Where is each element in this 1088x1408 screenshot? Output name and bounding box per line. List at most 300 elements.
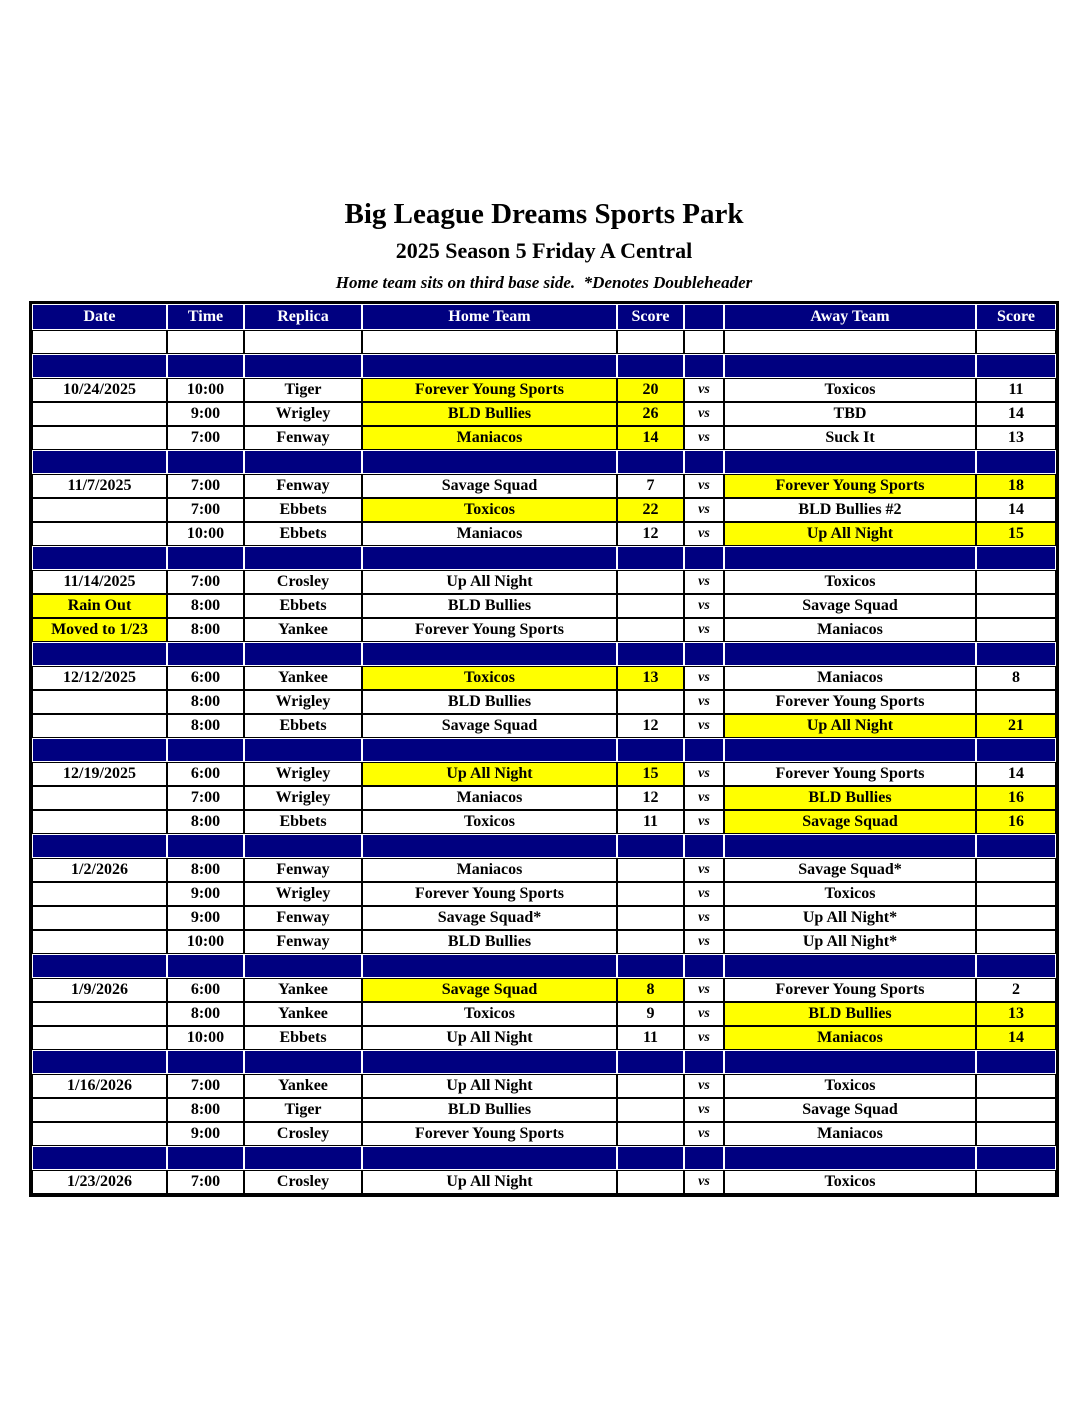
game-row: [32, 762, 1056, 786]
home-score-cell: 8: [617, 978, 684, 1002]
separator-cell: [167, 450, 244, 474]
away-score-cell: 14: [976, 498, 1056, 522]
col-header-replica: Replica: [244, 304, 362, 330]
separator-row: [32, 1146, 1056, 1170]
empty-cell: [32, 330, 167, 354]
away-score-cell: 21: [976, 714, 1056, 738]
home-team-cell: Up All Night: [362, 1170, 617, 1194]
home-team-cell: BLD Bullies: [362, 690, 617, 714]
home-score-cell: [617, 906, 684, 930]
replica-cell: Crosley: [244, 1170, 362, 1194]
away-team-cell: Maniacos: [724, 666, 976, 690]
date-cell: 10/24/2025: [32, 378, 167, 402]
home-team-note: Home team sits on third base side. *Denotes Doubleheader: [335, 272, 753, 292]
home-score-cell: 22: [617, 498, 684, 522]
time-cell: 9:00: [167, 906, 244, 930]
separator-cell: [684, 642, 724, 666]
separator-cell: [167, 354, 244, 378]
separator-cell: [244, 450, 362, 474]
separator-cell: [976, 738, 1056, 762]
vs-label: vs: [684, 474, 724, 498]
separator-cell: [724, 738, 976, 762]
away-team-cell: Forever Young Sports: [724, 978, 976, 1002]
game-row: [32, 1074, 1056, 1098]
separator-cell: [724, 546, 976, 570]
away-score-cell: 16: [976, 810, 1056, 834]
time-cell: 6:00: [167, 762, 244, 786]
separator-cell: [32, 642, 167, 666]
separator-cell: [167, 546, 244, 570]
game-row: [32, 618, 1056, 642]
game-row: [32, 810, 1056, 834]
separator-cell: [32, 450, 167, 474]
separator-cell: [167, 1050, 244, 1074]
date-cell: [32, 810, 167, 834]
date-cell: 1/16/2026: [32, 1074, 167, 1098]
separator-cell: [976, 954, 1056, 978]
replica-cell: Wrigley: [244, 762, 362, 786]
replica-cell: Yankee: [244, 1002, 362, 1026]
time-cell: 7:00: [167, 1170, 244, 1194]
replica-cell: Tiger: [244, 378, 362, 402]
replica-cell: Fenway: [244, 930, 362, 954]
separator-cell: [32, 738, 167, 762]
separator-cell: [617, 450, 684, 474]
separator-cell: [362, 738, 617, 762]
separator-cell: [362, 1146, 617, 1170]
separator-cell: [244, 354, 362, 378]
away-team-cell: Up All Night: [724, 714, 976, 738]
away-team-cell: Up All Night: [724, 522, 976, 546]
home-team-cell: Toxicos: [362, 1002, 617, 1026]
home-team-cell: Maniacos: [362, 522, 617, 546]
separator-cell: [684, 546, 724, 570]
separator-cell: [244, 546, 362, 570]
replica-cell: Ebbets: [244, 522, 362, 546]
home-team-cell: Savage Squad: [362, 474, 617, 498]
home-team-cell: Maniacos: [362, 426, 617, 450]
separator-cell: [684, 450, 724, 474]
home-team-cell: BLD Bullies: [362, 402, 617, 426]
game-row: [32, 1098, 1056, 1122]
vs-label: vs: [684, 930, 724, 954]
away-score-cell: 14: [976, 402, 1056, 426]
time-cell: 9:00: [167, 402, 244, 426]
date-cell: 11/14/2025: [32, 570, 167, 594]
game-row: [32, 1122, 1056, 1146]
replica-cell: Fenway: [244, 858, 362, 882]
home-score-cell: 20: [617, 378, 684, 402]
vs-label: vs: [684, 690, 724, 714]
home-score-cell: 13: [617, 666, 684, 690]
away-score-cell: 14: [976, 762, 1056, 786]
time-cell: 8:00: [167, 858, 244, 882]
game-row: [32, 570, 1056, 594]
away-score-cell: 15: [976, 522, 1056, 546]
home-score-cell: 11: [617, 1026, 684, 1050]
away-team-cell: Suck It: [724, 426, 976, 450]
date-cell: [32, 402, 167, 426]
time-cell: 7:00: [167, 426, 244, 450]
replica-cell: Ebbets: [244, 810, 362, 834]
header-row: [32, 304, 1056, 330]
date-cell: [32, 522, 167, 546]
away-score-cell: [976, 1074, 1056, 1098]
date-cell: Moved to 1/23: [32, 618, 167, 642]
separator-cell: [167, 834, 244, 858]
separator-cell: [617, 954, 684, 978]
away-score-cell: [976, 618, 1056, 642]
home-team-cell: Savage Squad*: [362, 906, 617, 930]
home-team-cell: Up All Night: [362, 762, 617, 786]
date-cell: 12/19/2025: [32, 762, 167, 786]
separator-cell: [362, 834, 617, 858]
separator-cell: [32, 834, 167, 858]
game-row: [32, 426, 1056, 450]
vs-label: vs: [684, 978, 724, 1002]
home-team-cell: Maniacos: [362, 858, 617, 882]
empty-cell: [244, 330, 362, 354]
home-score-cell: [617, 930, 684, 954]
vs-label: vs: [684, 1170, 724, 1194]
replica-cell: Fenway: [244, 426, 362, 450]
date-cell: 1/9/2026: [32, 978, 167, 1002]
game-row: [32, 474, 1056, 498]
away-team-cell: Maniacos: [724, 1026, 976, 1050]
replica-cell: Wrigley: [244, 690, 362, 714]
col-header-date: Date: [32, 304, 167, 330]
home-team-cell: BLD Bullies: [362, 1098, 617, 1122]
away-team-cell: Forever Young Sports: [724, 762, 976, 786]
replica-cell: Fenway: [244, 906, 362, 930]
home-team-cell: BLD Bullies: [362, 594, 617, 618]
time-cell: 9:00: [167, 1122, 244, 1146]
game-row: [32, 498, 1056, 522]
replica-cell: Crosley: [244, 1122, 362, 1146]
game-row: [32, 858, 1056, 882]
date-cell: [32, 426, 167, 450]
home-score-cell: 12: [617, 714, 684, 738]
away-team-cell: BLD Bullies: [724, 786, 976, 810]
away-team-cell: Toxicos: [724, 378, 976, 402]
away-score-cell: [976, 1170, 1056, 1194]
away-score-cell: [976, 930, 1056, 954]
separator-row: [32, 738, 1056, 762]
time-cell: 6:00: [167, 666, 244, 690]
time-cell: 7:00: [167, 1074, 244, 1098]
away-team-cell: Maniacos: [724, 618, 976, 642]
vs-label: vs: [684, 594, 724, 618]
time-cell: 10:00: [167, 378, 244, 402]
separator-cell: [362, 546, 617, 570]
away-score-cell: [976, 858, 1056, 882]
separator-row: [32, 450, 1056, 474]
vs-label: vs: [684, 714, 724, 738]
vs-label: vs: [684, 666, 724, 690]
separator-cell: [976, 1050, 1056, 1074]
replica-cell: Yankee: [244, 618, 362, 642]
home-team-cell: Forever Young Sports: [362, 378, 617, 402]
date-cell: [32, 1122, 167, 1146]
vs-label: vs: [684, 1002, 724, 1026]
home-team-cell: Savage Squad: [362, 978, 617, 1002]
col-header-home-team: Home Team: [362, 304, 617, 330]
away-score-cell: [976, 1122, 1056, 1146]
away-score-cell: 16: [976, 786, 1056, 810]
time-cell: 8:00: [167, 810, 244, 834]
game-row: [32, 978, 1056, 1002]
away-team-cell: Toxicos: [724, 1074, 976, 1098]
home-score-cell: 15: [617, 762, 684, 786]
separator-cell: [617, 1050, 684, 1074]
game-row: [32, 786, 1056, 810]
game-row: [32, 378, 1056, 402]
home-score-cell: [617, 1122, 684, 1146]
home-team-cell: Forever Young Sports: [362, 618, 617, 642]
away-team-cell: Forever Young Sports: [724, 690, 976, 714]
away-score-cell: [976, 690, 1056, 714]
away-team-cell: Forever Young Sports: [724, 474, 976, 498]
away-score-cell: 14: [976, 1026, 1056, 1050]
time-cell: 8:00: [167, 618, 244, 642]
replica-cell: Yankee: [244, 978, 362, 1002]
separator-cell: [617, 738, 684, 762]
separator-cell: [617, 354, 684, 378]
game-row: [32, 906, 1056, 930]
away-score-cell: 13: [976, 426, 1056, 450]
empty-cell: [167, 330, 244, 354]
away-team-cell: TBD: [724, 402, 976, 426]
vs-label: vs: [684, 858, 724, 882]
away-score-cell: [976, 1098, 1056, 1122]
separator-row: [32, 354, 1056, 378]
empty-cell: [976, 330, 1056, 354]
home-team-cell: Forever Young Sports: [362, 882, 617, 906]
separator-cell: [684, 354, 724, 378]
time-cell: 8:00: [167, 690, 244, 714]
vs-label: vs: [684, 378, 724, 402]
game-row: [32, 1170, 1056, 1194]
home-score-cell: [617, 858, 684, 882]
vs-label: vs: [684, 882, 724, 906]
vs-label: vs: [684, 426, 724, 450]
vs-label: vs: [684, 498, 724, 522]
time-cell: 10:00: [167, 930, 244, 954]
time-cell: 6:00: [167, 978, 244, 1002]
separator-cell: [976, 642, 1056, 666]
date-cell: [32, 690, 167, 714]
home-team-cell: Forever Young Sports: [362, 1122, 617, 1146]
empty-cell: [617, 330, 684, 354]
home-score-cell: [617, 690, 684, 714]
time-cell: 8:00: [167, 714, 244, 738]
date-cell: [32, 906, 167, 930]
date-cell: [32, 930, 167, 954]
home-score-cell: [617, 570, 684, 594]
separator-row: [32, 642, 1056, 666]
date-cell: 1/23/2026: [32, 1170, 167, 1194]
home-team-cell: Up All Night: [362, 1074, 617, 1098]
home-score-cell: [617, 594, 684, 618]
away-team-cell: BLD Bullies: [724, 1002, 976, 1026]
col-header-away-team: Away Team: [724, 304, 976, 330]
home-team-cell: Toxicos: [362, 810, 617, 834]
vs-label: vs: [684, 1074, 724, 1098]
vs-label: vs: [684, 1098, 724, 1122]
date-cell: Rain Out: [32, 594, 167, 618]
separator-cell: [244, 954, 362, 978]
separator-cell: [167, 954, 244, 978]
vs-label: vs: [684, 1122, 724, 1146]
away-team-cell: BLD Bullies #2: [724, 498, 976, 522]
replica-cell: Crosley: [244, 570, 362, 594]
schedule-table: [29, 301, 1059, 1197]
replica-cell: Ebbets: [244, 594, 362, 618]
col-header-vs: [684, 304, 724, 330]
game-row: [32, 1026, 1056, 1050]
empty-row: [32, 330, 1056, 354]
home-score-cell: 7: [617, 474, 684, 498]
col-header-away-score: Score: [976, 304, 1056, 330]
game-row: [32, 882, 1056, 906]
separator-cell: [976, 450, 1056, 474]
replica-cell: Ebbets: [244, 714, 362, 738]
separator-row: [32, 546, 1056, 570]
game-row: [32, 690, 1056, 714]
empty-cell: [724, 330, 976, 354]
time-cell: 8:00: [167, 594, 244, 618]
replica-cell: Ebbets: [244, 1026, 362, 1050]
away-score-cell: [976, 570, 1056, 594]
time-cell: 7:00: [167, 786, 244, 810]
date-cell: [32, 714, 167, 738]
replica-cell: Yankee: [244, 666, 362, 690]
separator-cell: [362, 354, 617, 378]
game-row: [32, 666, 1056, 690]
separator-cell: [617, 1146, 684, 1170]
separator-cell: [684, 1146, 724, 1170]
season-subtitle: 2025 Season 5 Friday A Central: [395, 238, 693, 264]
vs-label: vs: [684, 810, 724, 834]
game-row: [32, 522, 1056, 546]
away-score-cell: 2: [976, 978, 1056, 1002]
separator-row: [32, 834, 1056, 858]
away-team-cell: Up All Night*: [724, 906, 976, 930]
schedule-table-body: [32, 330, 1056, 1194]
page-title: Big League Dreams Sports Park: [344, 198, 744, 230]
away-team-cell: Toxicos: [724, 882, 976, 906]
separator-cell: [724, 450, 976, 474]
replica-cell: Yankee: [244, 1074, 362, 1098]
separator-cell: [244, 642, 362, 666]
date-cell: [32, 498, 167, 522]
separator-cell: [617, 642, 684, 666]
home-team-cell: Up All Night: [362, 570, 617, 594]
vs-label: vs: [684, 1026, 724, 1050]
home-score-cell: [617, 1170, 684, 1194]
game-row: [32, 930, 1056, 954]
date-cell: 12/12/2025: [32, 666, 167, 690]
vs-label: vs: [684, 786, 724, 810]
separator-cell: [32, 546, 167, 570]
separator-cell: [724, 1050, 976, 1074]
away-team-cell: Savage Squad: [724, 1098, 976, 1122]
away-score-cell: 8: [976, 666, 1056, 690]
away-score-cell: 18: [976, 474, 1056, 498]
home-team-cell: BLD Bullies: [362, 930, 617, 954]
col-header-time: Time: [167, 304, 244, 330]
col-header-home-score: Score: [617, 304, 684, 330]
replica-cell: Wrigley: [244, 882, 362, 906]
separator-cell: [362, 954, 617, 978]
away-score-cell: 13: [976, 1002, 1056, 1026]
separator-cell: [32, 354, 167, 378]
home-team-cell: Maniacos: [362, 786, 617, 810]
separator-cell: [362, 642, 617, 666]
time-cell: 7:00: [167, 570, 244, 594]
separator-cell: [362, 1050, 617, 1074]
home-score-cell: 12: [617, 522, 684, 546]
separator-cell: [244, 738, 362, 762]
separator-cell: [167, 738, 244, 762]
separator-cell: [724, 834, 976, 858]
away-team-cell: Toxicos: [724, 570, 976, 594]
date-cell: [32, 1098, 167, 1122]
date-cell: 11/7/2025: [32, 474, 167, 498]
away-score-cell: [976, 594, 1056, 618]
time-cell: 8:00: [167, 1002, 244, 1026]
home-score-cell: 26: [617, 402, 684, 426]
vs-label: vs: [684, 522, 724, 546]
game-row: [32, 594, 1056, 618]
vs-label: vs: [684, 906, 724, 930]
time-cell: 9:00: [167, 882, 244, 906]
game-row: [32, 1002, 1056, 1026]
separator-cell: [617, 834, 684, 858]
time-cell: 7:00: [167, 498, 244, 522]
away-score-cell: 11: [976, 378, 1056, 402]
game-row: [32, 714, 1056, 738]
time-cell: 7:00: [167, 474, 244, 498]
separator-row: [32, 1050, 1056, 1074]
vs-label: vs: [684, 762, 724, 786]
separator-row: [32, 954, 1056, 978]
separator-cell: [724, 642, 976, 666]
away-team-cell: Maniacos: [724, 1122, 976, 1146]
home-score-cell: [617, 882, 684, 906]
home-score-cell: 14: [617, 426, 684, 450]
time-cell: 8:00: [167, 1098, 244, 1122]
vs-label: vs: [684, 618, 724, 642]
home-score-cell: [617, 1098, 684, 1122]
empty-cell: [362, 330, 617, 354]
separator-cell: [976, 546, 1056, 570]
separator-cell: [976, 354, 1056, 378]
separator-cell: [32, 1146, 167, 1170]
date-cell: 1/2/2026: [32, 858, 167, 882]
home-team-cell: Toxicos: [362, 498, 617, 522]
home-score-cell: [617, 1074, 684, 1098]
separator-cell: [244, 834, 362, 858]
time-cell: 10:00: [167, 1026, 244, 1050]
away-team-cell: Savage Squad*: [724, 858, 976, 882]
away-team-cell: Toxicos: [724, 1170, 976, 1194]
separator-cell: [976, 834, 1056, 858]
away-team-cell: Savage Squad: [724, 594, 976, 618]
away-score-cell: [976, 882, 1056, 906]
vs-label: vs: [684, 570, 724, 594]
home-score-cell: [617, 618, 684, 642]
